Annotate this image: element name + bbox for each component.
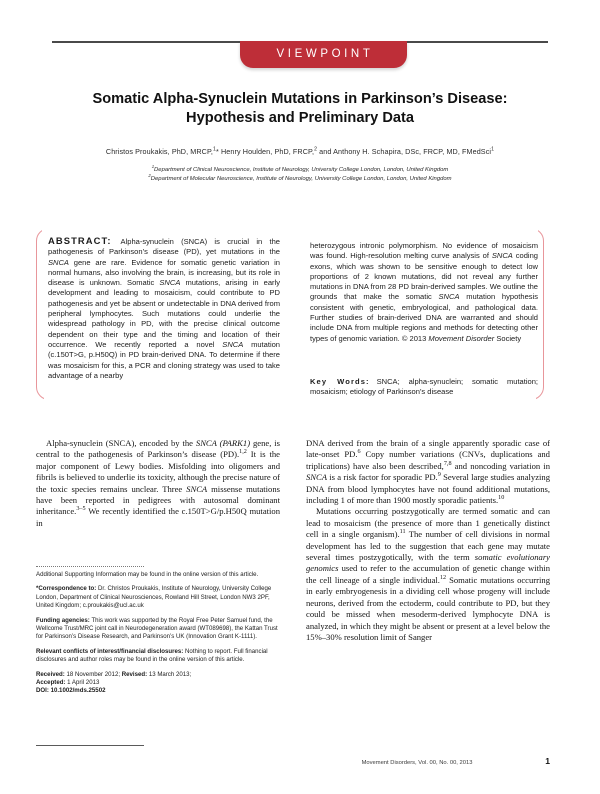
abstract-copyright: © 2013 Movement Disorder Society: [401, 333, 522, 343]
page-title-line-1: Somatic Alpha-Synuclein Mutations in Parkinson’s Disease:: [92, 91, 508, 107]
footnote-correspondence-text[interactable]: Dr. Christos Proukakis, Institute of Neurology, University College London, Department of Clinical Neurosciences, Rowland Hill Street, London NW3 2PF, United Kingdom; c.proukakis@ucl.ac.uk: [36, 585, 272, 610]
footnote-revised-value: 13 March 2013;: [148, 670, 192, 678]
abstract-text-right: heterozygous intronic polymorphism. No evidence of mosaicism was found. High-resolution melting curve analysis of SNCA coding exons, which was shown to be sensitive enough to detect low proportions of 2 known mutations, did not reveal any further mutations in DNA from 28 PD brain-derived samples. We outline the grounds that make the somatic SNCA mutation hypothesis consistent with genetic, embryological, and pathological data. Further studies of brain-derived DNA are warranted and should include DNA from multiple regions and methods for detecting other types of genomic variation.: [310, 241, 538, 343]
footnote-doi-label: DOI:: [36, 687, 49, 695]
body-paragraph-left-1: Alpha-synuclein (SNCA), encoded by the SNCA (PARK1) gene, is central to the pathogenesis of Parkinson’s disease (PD).$^{1,2}$ It is the major component of Lewy bodies. Misfolding into oligomers and fibrils is believed to underlie its toxicity, although the precise nature of the toxic species remains unclear. Three SNCA missense mutations have been reported in pedigrees with autosomal dominant inheritance.$^{3-5}$ We recently identified the c.150T>G/p.H50Q mutation in: [36, 438, 280, 528]
footnote-accepted-value: 1 April 2013: [67, 679, 100, 687]
footer-journal-citation: Movement Disorders, Vol. 00, No. 00, 2013: [361, 760, 473, 766]
body-paragraph-right-1: DNA derived from the brain of a single apparently sporadic case of late-onset PD.$^6$ Copy number variations (CNVs, duplications and triplications) have also been described,$^{7,8}$ and noncoding variation in SNCA is a risk factor for sporadic PD.$^9$ Several large studies analyzing DNA from blood lymphocytes have not found additional mutations, including 1 of more than 1900 mostly sporadic patients.$^{10}$: [306, 438, 550, 506]
author-list: Christos Proukakis, PhD, MRCP,$^1$* Henry Houlden, PhD, FRCP,$^2$ and Anthony H. Schapira, DSc, FRCP, MD, FMedSci$^1$: [105, 146, 495, 156]
keywords-block: [310, 377, 538, 398]
footnote-doi: [36, 687, 280, 695]
footnote-conflicts-text: Nothing to report. Full financial disclosures and author roles may be found in the online version of this article.: [36, 647, 268, 664]
footnote-accepted-label: Accepted:: [36, 679, 66, 687]
keywords-heading: Key Words:: [310, 377, 370, 386]
body-column-right: [306, 438, 550, 643]
footnote-funding: [36, 617, 280, 642]
abstract-column-left: [48, 236, 280, 381]
affiliation-2: $^2$Department of Molecular Neuroscience, Institute of Neurology, University College London, London, United Kingdom: [148, 173, 452, 183]
footnote-correspondence-label: *Correspondence to:: [36, 585, 97, 593]
footnote-received-label: Received:: [36, 670, 65, 678]
body-paragraph-right-2: Mutations occurring postzygotically are termed somatic and can lead to mosaicism (the presence of more than 1 genetically distinct cell in a single organism).$^{11}$ The number of cell divisions in normal development has led to the suggestion that each gene may mutate several times postzygotically, with the term somatic evolutionary genomics used to refer to the accumulation of genetic change within the cell lineage of a single individual.$^{12}$ Somatic mutations occurring in early embryogenesis in a dividing cell whose progeny will include neurons, derived from the ectoderm, could contribute to PD, but they could be missed when mesoderm-derived lymphocyte DNA is analyzed, in which they might be absent or present at a level below the 15%–30% resolution limit of Sanger: [306, 506, 550, 642]
affiliation-1: $^1$Department of Clinical Neuroscience, Institute of Neurology, University College London, London, United Kingdom: [151, 164, 449, 173]
abstract-heading: ABSTRACT:: [48, 235, 112, 246]
footer-separator: [36, 745, 144, 746]
footer-page-number: 1: [545, 756, 550, 766]
footnote-block: [36, 571, 280, 696]
footnote-conflicts-label: Relevant conflicts of interest/financial disclosures:: [36, 647, 184, 655]
abstract-column-right: [310, 241, 538, 344]
footnote-doi-value[interactable]: 10.1002/mds.25502: [50, 687, 106, 695]
page-footer: [306, 756, 550, 766]
footnote-separator: [36, 566, 144, 567]
page-title-line-2: Hypothesis and Preliminary Data: [186, 110, 414, 126]
footnote-conflicts: [36, 648, 280, 665]
footnote-funding-label: Funding agencies:: [36, 616, 90, 624]
abstract-box-top-gap: [42, 221, 538, 235]
footnote-dates: [36, 671, 280, 688]
footnote-funding-text: This work was supported by the Royal Free Peter Samuel fund, the Wellcome Trust/MRC joint call in Neurodegeneration award (WT089698), the Kattan Trust for Parkinson’s Disease Research, and Parkinson’s UK (Innovation Grant K-1111).: [36, 616, 278, 641]
footnote-correspondence: [36, 585, 280, 610]
abstract-text-left: Alpha-synuclein (SNCA) is crucial in the pathogenesis of Parkinson’s disease (PD), yet mutations in the SNCA gene are rare. Evidence for somatic genetic variation in normal humans, also involving the brain, is increasing, but its role in disease is unknown. Somatic SNCA mutations, arising in early development and leading to mosaicism, could contribute to PD pathogenesis and yet be absent or undetectable in DNA derived from peripheral lymphocytes. Such mutations could underlie the widespread pathology in PD, with the precise clinical outcome dependent on their type and the timing and location of their occurrence. We recently reported a novel SNCA mutation (c.150T>G, p.H50Q) in PD brain-derived DNA. To determine if there was mosaicism for this, a PCR and cloning strategy was used to take advantage of a nearby: [48, 237, 281, 380]
page-title: [60, 90, 540, 128]
affiliation-list: [30, 166, 570, 184]
footnote-revised-label: Revised:: [121, 670, 148, 678]
keywords-text: SNCA; alpha-synuclein; somatic mutation; mosaicism; etiology of Parkinson’s disease: [310, 377, 539, 397]
footnote-received-value: 18 November 2012;: [66, 670, 121, 678]
viewpoint-banner-label: VIEWPOINT: [276, 48, 374, 60]
viewpoint-banner: [240, 41, 407, 68]
body-column-left: [36, 438, 280, 529]
footnote-supporting-information: Additional Supporting Information may be found in the online version of this article.: [36, 571, 259, 578]
